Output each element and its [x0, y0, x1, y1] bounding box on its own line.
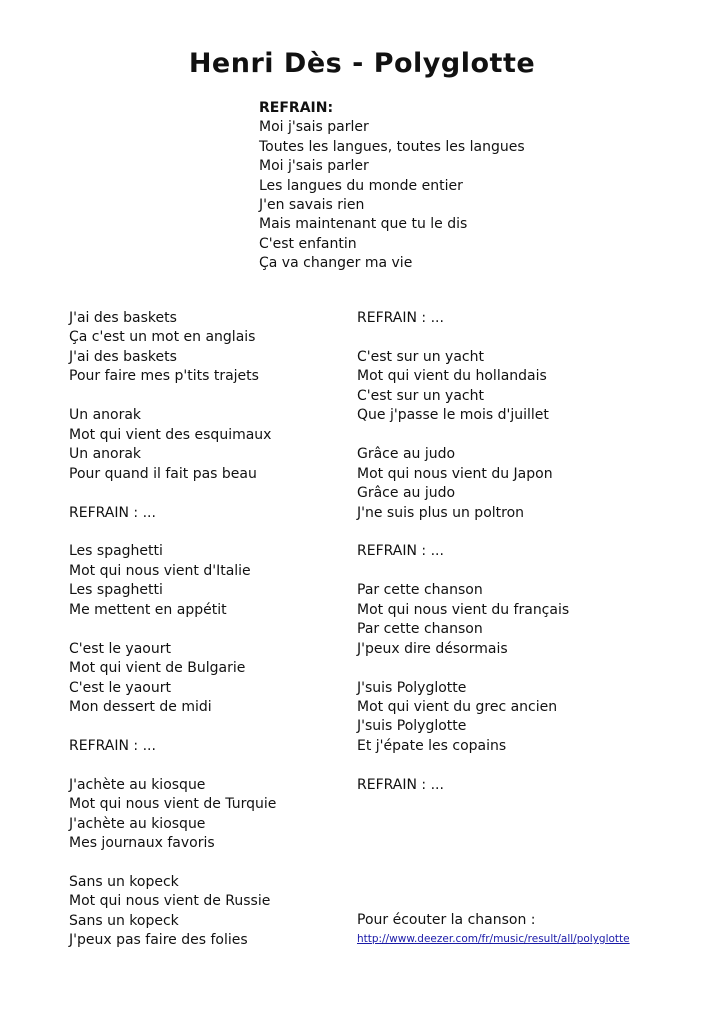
left-lyrics-column: [69, 309, 339, 970]
left-lyrics-line: Mot qui vient de Bulgarie: [69, 660, 246, 677]
left-lyrics-line: Les spaghetti: [69, 543, 163, 560]
listen-label: Pour écouter la chanson :: [357, 912, 536, 928]
left-lyrics-stanza: [69, 776, 339, 854]
left-lyrics-stanza: [69, 542, 339, 620]
right-lyrics-stanza: [357, 581, 657, 659]
listen-section: [357, 911, 630, 949]
song-link[interactable]: http://www.deezer.com/fr/music/result/all/polyglotte: [357, 933, 630, 945]
refrain-line: C'est enfantin: [259, 235, 357, 252]
left-lyrics-stanza: [69, 873, 339, 951]
left-lyrics-line: Pour quand il fait pas beau: [69, 465, 257, 482]
refrain-line: Moi j'sais parler: [259, 119, 369, 136]
left-lyrics-line: Sans un kopeck: [69, 874, 179, 891]
right-lyrics-line: Mot qui nous vient du Japon: [357, 465, 553, 482]
right-lyrics-column: [357, 309, 657, 815]
left-lyrics-line: J'achète au kiosque: [69, 776, 206, 793]
right-lyrics-stanza: [357, 309, 657, 328]
left-lyrics-stanza: [69, 640, 339, 718]
right-lyrics-stanza: [357, 679, 657, 757]
left-lyrics-line: J'ai des baskets: [69, 348, 177, 365]
right-lyrics-line: Par cette chanson: [357, 582, 483, 599]
right-lyrics-stanza: [357, 542, 657, 561]
refrain-line: Les langues du monde entier: [259, 177, 463, 194]
right-lyrics-stanza: [357, 776, 657, 795]
right-lyrics-line: J'suis Polyglotte: [357, 679, 467, 696]
right-lyrics-stanza: [357, 445, 657, 523]
left-lyrics-line: Mes journaux favoris: [69, 835, 215, 852]
left-lyrics-stanza: [69, 309, 339, 387]
left-lyrics-line: Un anorak: [69, 446, 142, 463]
left-lyrics-line: C'est le yaourt: [69, 640, 171, 657]
right-lyrics-line: REFRAIN : ...: [357, 543, 444, 560]
left-lyrics-line: Un anorak: [69, 407, 142, 424]
left-lyrics-line: Mot qui nous vient d'Italie: [69, 562, 251, 579]
left-lyrics-line: J'achète au kiosque: [69, 815, 206, 832]
left-lyrics-line: REFRAIN : ...: [69, 737, 156, 754]
refrain-line: Mais maintenant que tu le dis: [259, 216, 468, 233]
refrain-line: J'en savais rien: [259, 197, 365, 214]
right-lyrics-line: J'suis Polyglotte: [357, 718, 467, 735]
right-lyrics-line: Par cette chanson: [357, 621, 483, 638]
right-lyrics-line: Grâce au judo: [357, 485, 456, 502]
refrain-line: Moi j'sais parler: [259, 158, 369, 175]
refrain-line: Ça va changer ma vie: [259, 255, 413, 272]
right-lyrics-line: Mot qui vient du hollandais: [357, 368, 547, 385]
left-lyrics-stanza: [69, 406, 339, 484]
left-lyrics-line: Les spaghetti: [69, 582, 163, 599]
right-lyrics-stanza: [357, 348, 657, 426]
page-title: Henri Dès - Polyglotte: [188, 48, 536, 79]
right-lyrics-line: REFRAIN : ...: [357, 310, 444, 326]
left-lyrics-line: Mot qui nous vient de Turquie: [69, 796, 277, 813]
left-lyrics-line: C'est le yaourt: [69, 679, 171, 696]
left-lyrics-line: Mot qui nous vient de Russie: [69, 893, 271, 910]
left-lyrics-stanza: [69, 737, 339, 756]
right-lyrics-line: REFRAIN : ...: [357, 776, 444, 793]
left-lyrics-line: Me mettent en appétit: [69, 601, 227, 618]
left-lyrics-line: REFRAIN : ...: [69, 504, 156, 521]
left-lyrics-stanza: [69, 504, 339, 523]
refrain-line: Toutes les langues, toutes les langues: [259, 138, 525, 155]
right-lyrics-line: J'ne suis plus un poltron: [357, 504, 525, 521]
left-lyrics-line: Mot qui vient des esquimaux: [69, 426, 272, 443]
left-lyrics-line: Ça c'est un mot en anglais: [69, 329, 256, 346]
right-lyrics-line: Mot qui nous vient du français: [357, 601, 570, 618]
refrain-heading: REFRAIN:: [259, 100, 334, 116]
right-lyrics-line: Et j'épate les copains: [357, 737, 507, 754]
left-lyrics-line: Pour faire mes p'tits trajets: [69, 368, 259, 385]
right-lyrics-line: J'peux dire désormais: [357, 640, 508, 657]
left-lyrics-line: J'ai des baskets: [69, 310, 177, 326]
right-lyrics-line: Que j'passe le mois d'juillet: [357, 407, 549, 424]
left-lyrics-line: Sans un kopeck: [69, 912, 179, 929]
left-lyrics-line: Mon dessert de midi: [69, 699, 212, 715]
left-lyrics-line: J'peux pas faire des folies: [69, 932, 248, 949]
right-lyrics-line: C'est sur un yacht: [357, 387, 484, 404]
right-lyrics-line: Mot qui vient du grec ancien: [357, 698, 558, 715]
right-lyrics-line: C'est sur un yacht: [357, 348, 484, 365]
right-lyrics-line: Grâce au judo: [357, 446, 456, 463]
refrain-block: [259, 99, 525, 274]
